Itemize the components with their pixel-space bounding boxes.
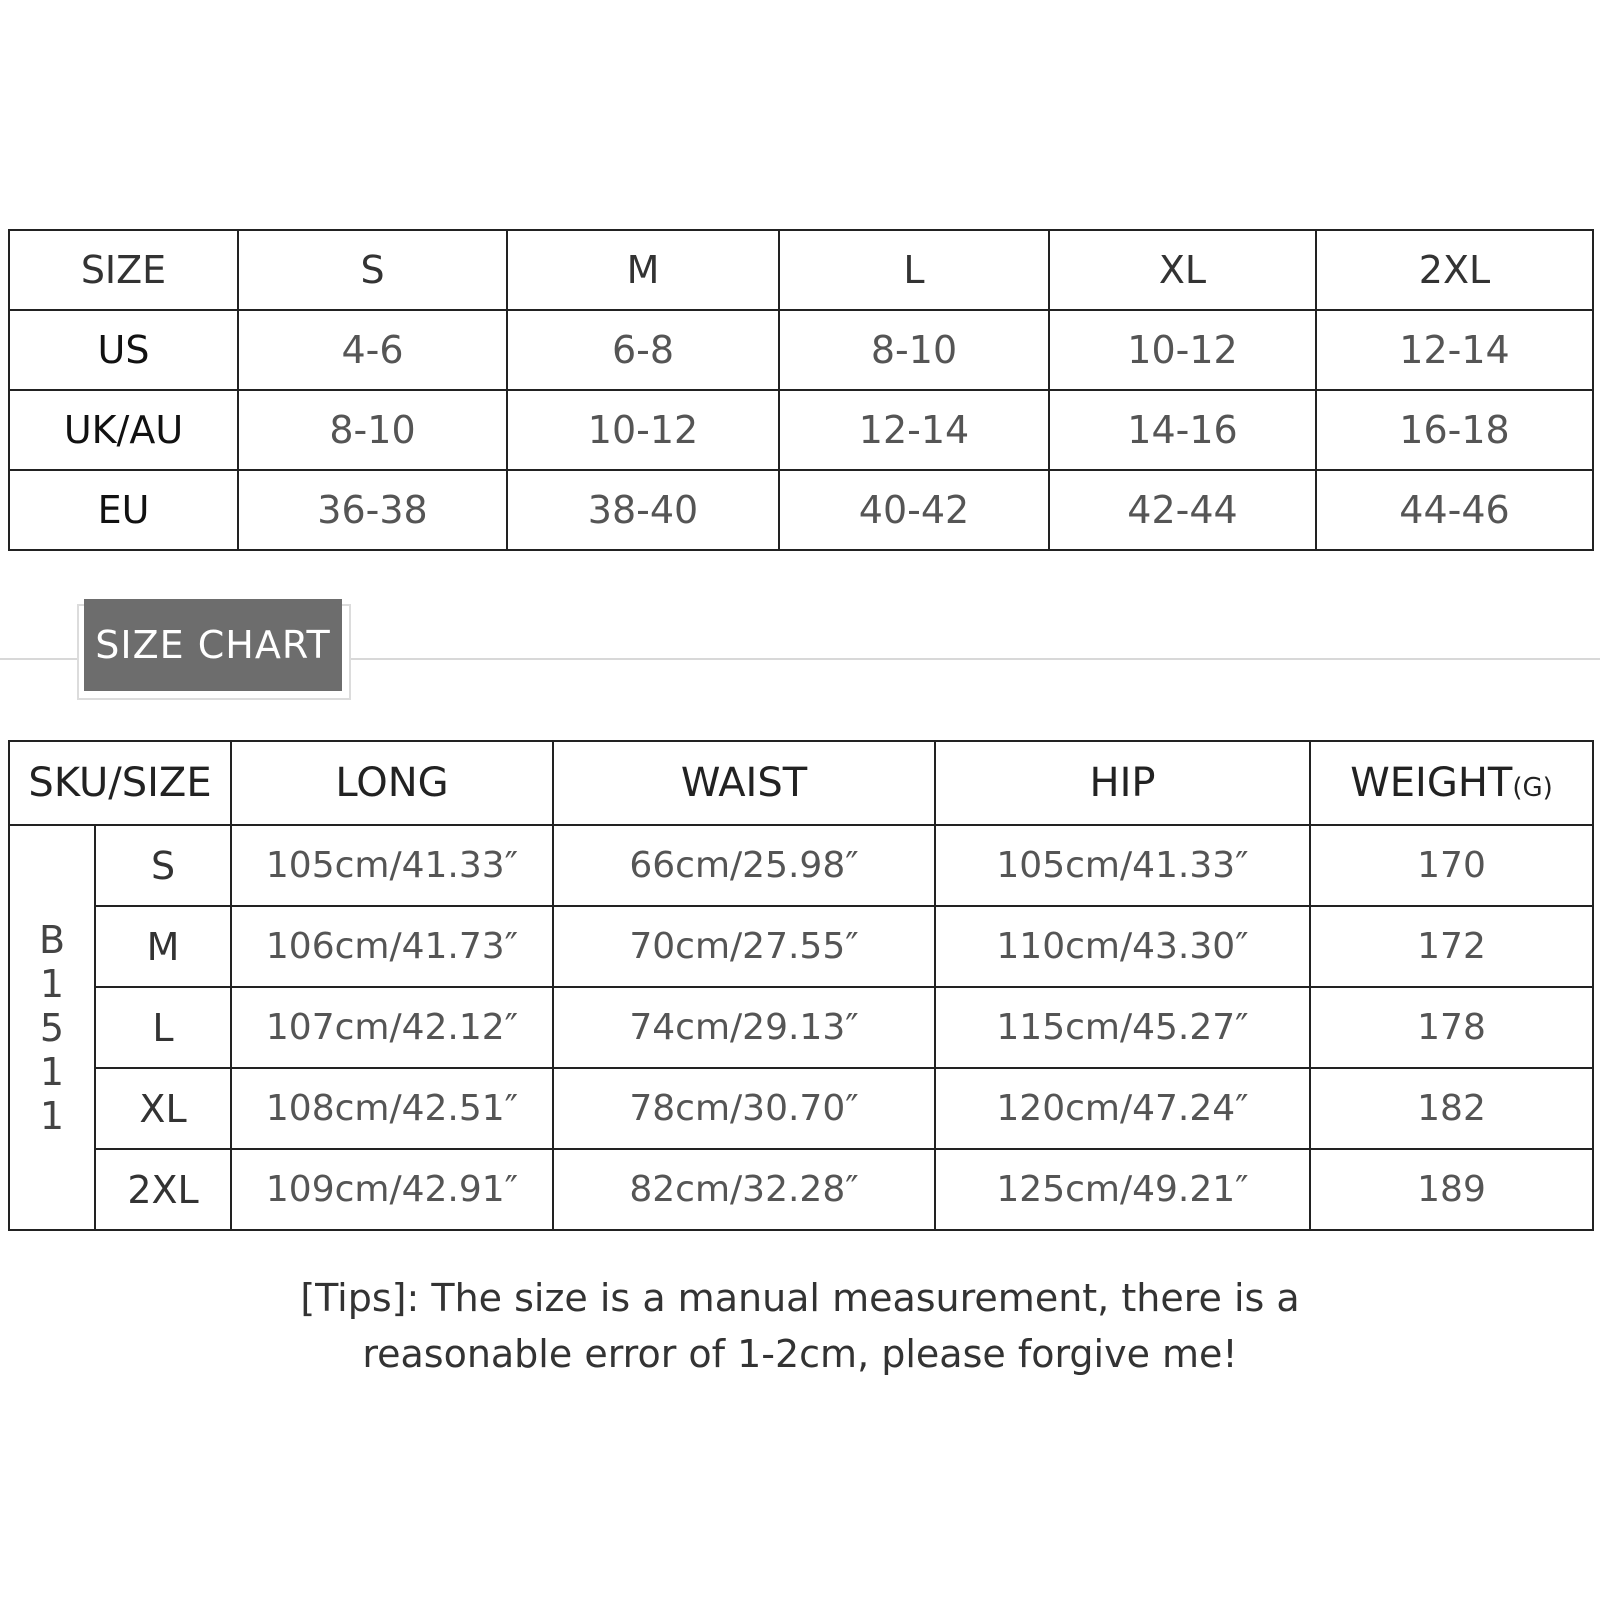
weight-value: 170	[1310, 825, 1593, 906]
conversion-header-m: M	[507, 230, 779, 310]
conversion-cell: 6-8	[507, 310, 779, 390]
tips-line-1: [Tips]: The size is a manual measurement, there is a	[300, 1276, 1300, 1320]
long-value: 105cm/41.33″	[231, 825, 553, 906]
header-waist: WAIST	[553, 741, 935, 825]
hip-value: 115cm/45.27″	[935, 987, 1310, 1068]
size-label: S	[95, 825, 231, 906]
measurement-row-s	[9, 825, 1593, 906]
conversion-cell: 42-44	[1049, 470, 1316, 550]
conversion-header-xl: XL	[1049, 230, 1316, 310]
conversion-cell: 36-38	[238, 470, 507, 550]
header-weight	[1310, 741, 1593, 825]
header-sku-size: SKU/SIZE	[9, 741, 231, 825]
size-label: M	[95, 906, 231, 987]
hip-value: 110cm/43.30″	[935, 906, 1310, 987]
size-label: 2XL	[95, 1149, 231, 1230]
conversion-cell: 44-46	[1316, 470, 1593, 550]
conversion-cell: 16-18	[1316, 390, 1593, 470]
sku-code	[9, 825, 95, 1230]
conversion-header-2xl: 2XL	[1316, 230, 1593, 310]
sku-char: 1	[39, 1049, 65, 1094]
size-chart-badge: SIZE CHART	[84, 599, 342, 691]
size-label: L	[95, 987, 231, 1068]
hip-value: 105cm/41.33″	[935, 825, 1310, 906]
conversion-row-label: UK/AU	[9, 390, 238, 470]
size-measurement-table	[8, 740, 1594, 1231]
weight-value: 189	[1310, 1149, 1593, 1230]
sku-char: B	[38, 917, 66, 962]
measurement-row-xl	[9, 1068, 1593, 1149]
conversion-header-size: SIZE	[9, 230, 238, 310]
weight-value: 178	[1310, 987, 1593, 1068]
weight-value: 182	[1310, 1068, 1593, 1149]
waist-value: 70cm/27.55″	[553, 906, 935, 987]
conversion-cell: 38-40	[507, 470, 779, 550]
header-weight-label: WEIGHT	[1350, 760, 1513, 806]
tips-line-2: reasonable error of 1-2cm, please forgive me!	[362, 1332, 1238, 1376]
long-value: 108cm/42.51″	[231, 1068, 553, 1149]
conversion-cell: 10-12	[1049, 310, 1316, 390]
conversion-cell: 14-16	[1049, 390, 1316, 470]
hip-value: 125cm/49.21″	[935, 1149, 1310, 1230]
conversion-cell: 8-10	[779, 310, 1049, 390]
measurement-row-l	[9, 987, 1593, 1068]
conversion-row-uk-au	[9, 390, 1593, 470]
conversion-cell: 12-14	[1316, 310, 1593, 390]
waist-value: 82cm/32.28″	[553, 1149, 935, 1230]
conversion-header-s: S	[238, 230, 507, 310]
measurement-row-2xl	[9, 1149, 1593, 1230]
size-conversion-table	[8, 229, 1594, 551]
header-hip: HIP	[935, 741, 1310, 825]
measurement-header-row	[9, 741, 1593, 825]
long-value: 107cm/42.12″	[231, 987, 553, 1068]
conversion-cell: 40-42	[779, 470, 1049, 550]
conversion-row-label: EU	[9, 470, 238, 550]
conversion-cell: 4-6	[238, 310, 507, 390]
conversion-row-label: US	[9, 310, 238, 390]
waist-value: 78cm/30.70″	[553, 1068, 935, 1149]
conversion-cell: 10-12	[507, 390, 779, 470]
conversion-header-row	[9, 230, 1593, 310]
sku-char: 1	[39, 1093, 65, 1138]
sku-char: 1	[39, 961, 65, 1006]
sku-char: 5	[39, 1005, 65, 1050]
long-value: 106cm/41.73″	[231, 906, 553, 987]
weight-value: 172	[1310, 906, 1593, 987]
conversion-cell: 12-14	[779, 390, 1049, 470]
header-weight-unit: (G)	[1512, 773, 1553, 803]
conversion-row-us	[9, 310, 1593, 390]
conversion-header-l: L	[779, 230, 1049, 310]
hip-value: 120cm/47.24″	[935, 1068, 1310, 1149]
size-label: XL	[95, 1068, 231, 1149]
conversion-cell: 8-10	[238, 390, 507, 470]
header-long: LONG	[231, 741, 553, 825]
measurement-row-m	[9, 906, 1593, 987]
tips-note	[200, 1270, 1400, 1382]
waist-value: 66cm/25.98″	[553, 825, 935, 906]
long-value: 109cm/42.91″	[231, 1149, 553, 1230]
conversion-row-eu	[9, 470, 1593, 550]
waist-value: 74cm/29.13″	[553, 987, 935, 1068]
